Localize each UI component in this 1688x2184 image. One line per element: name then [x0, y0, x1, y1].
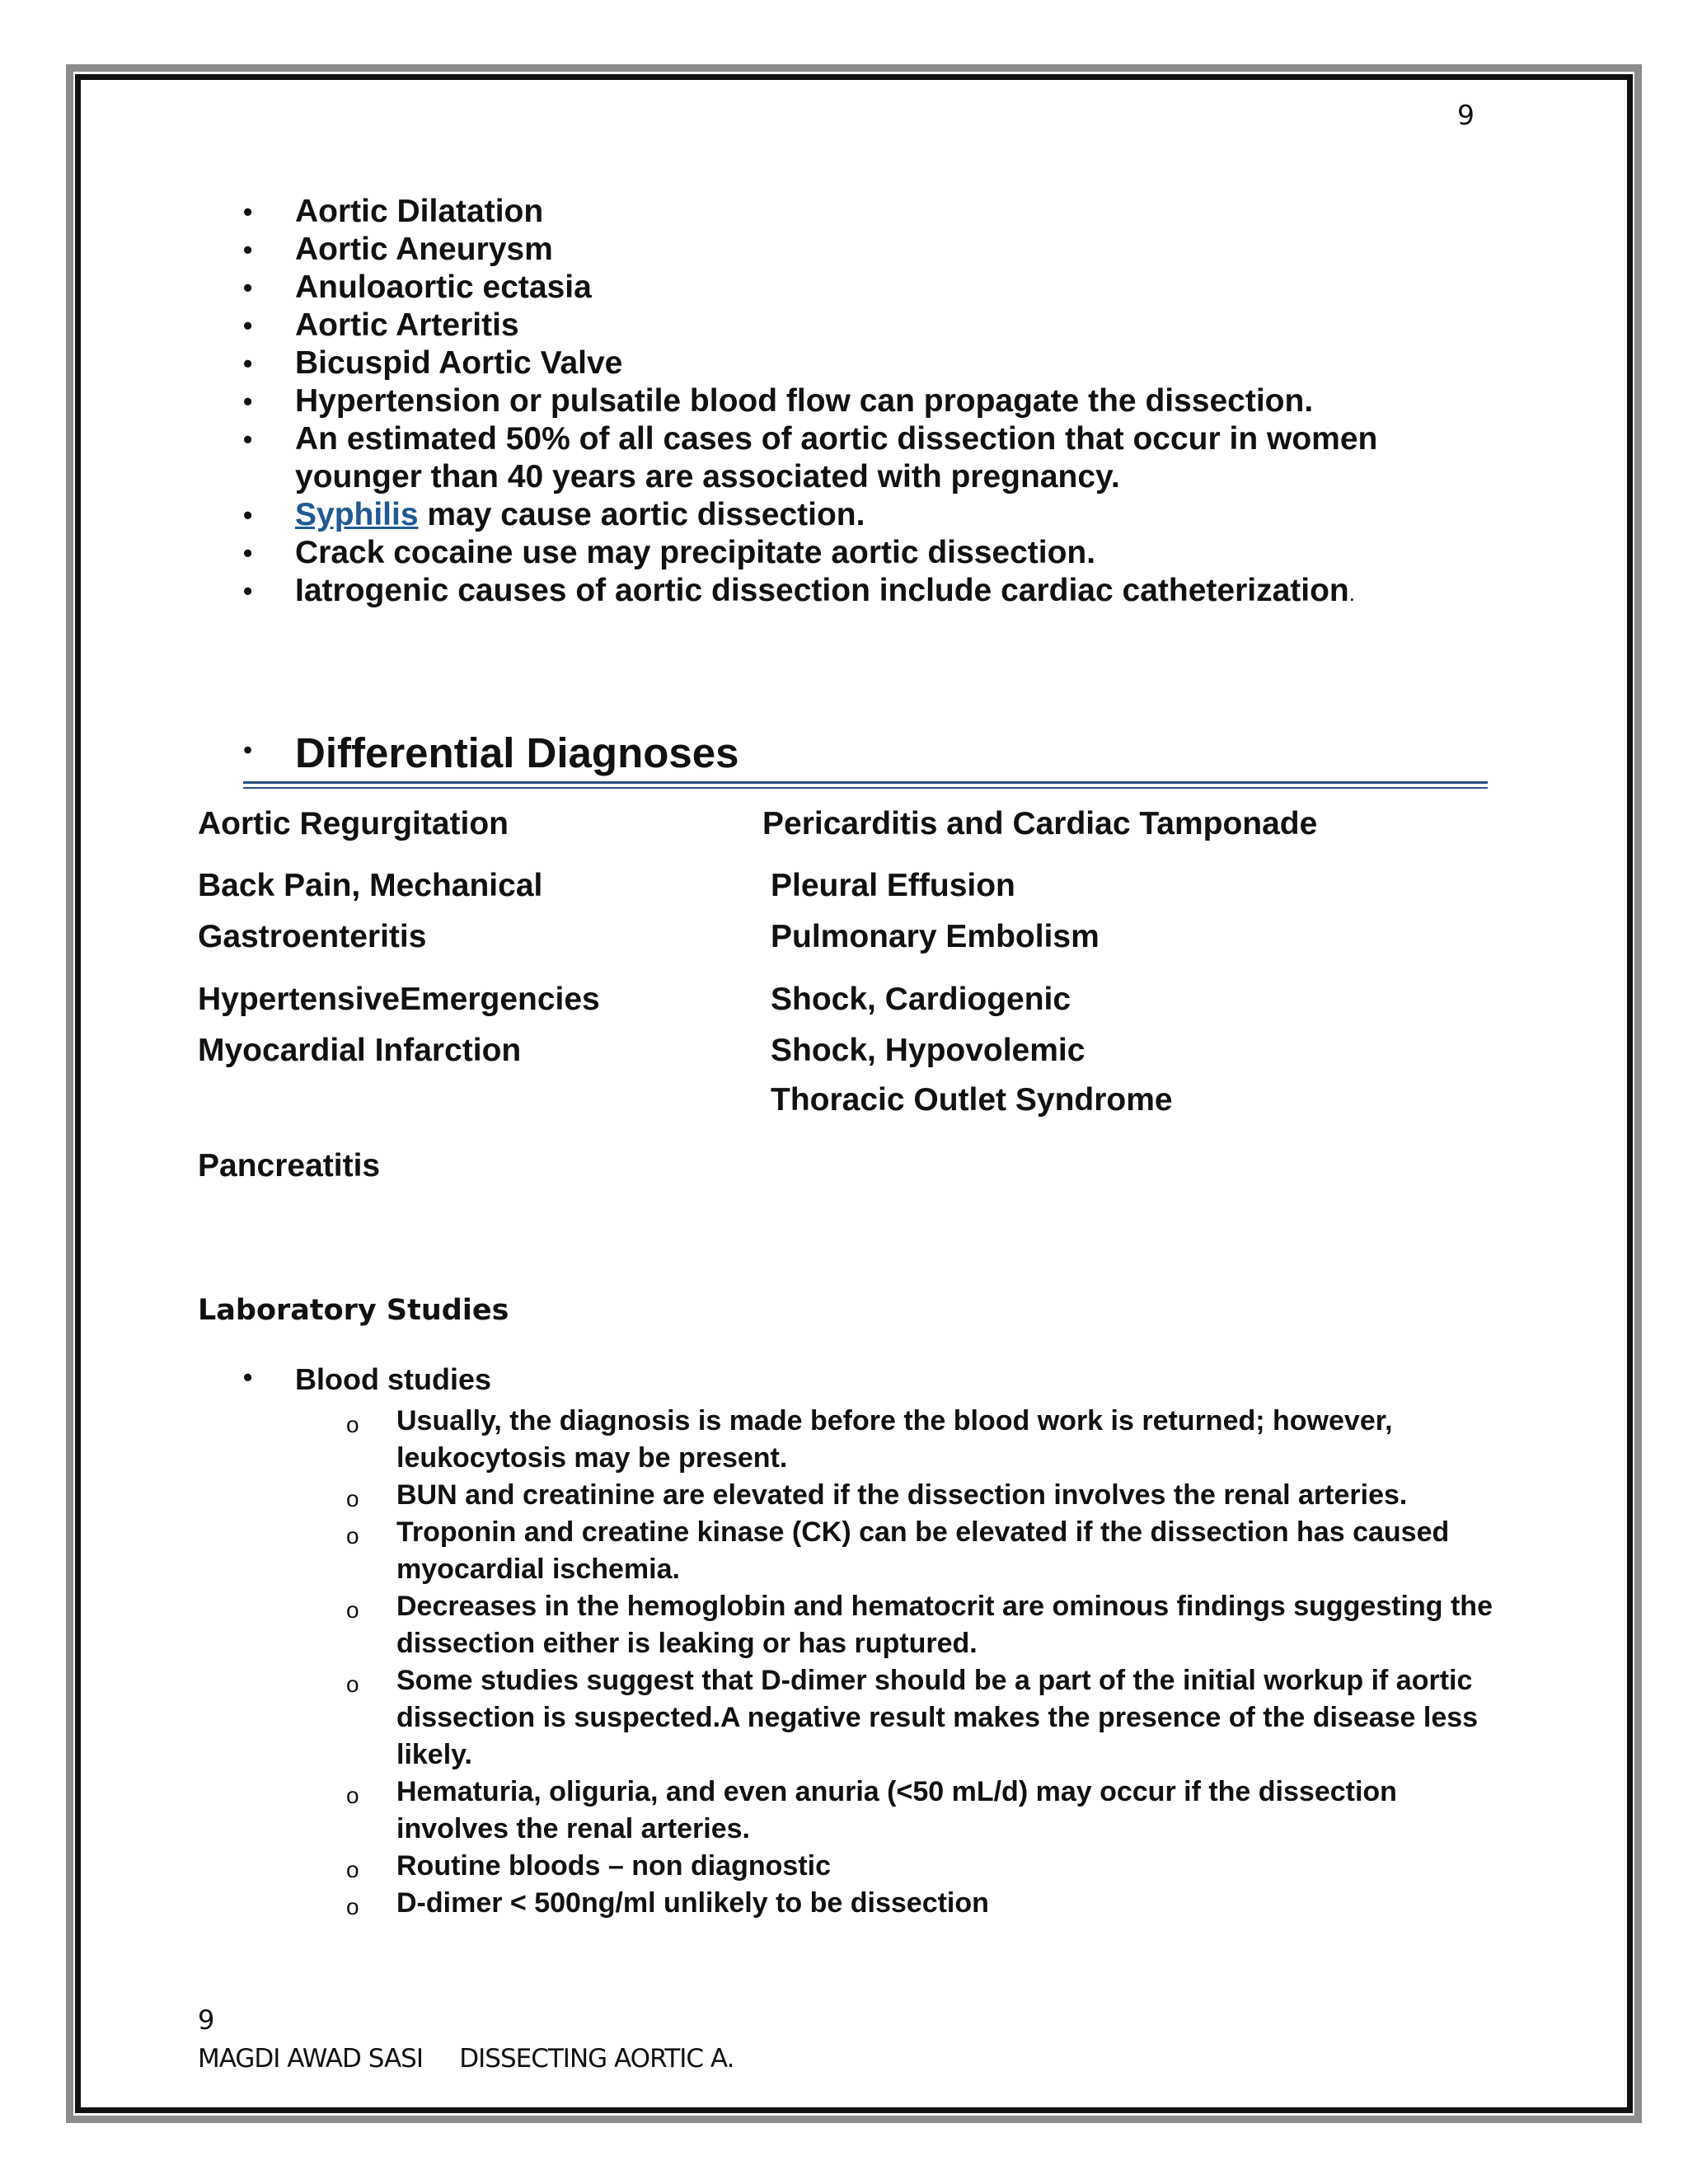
list-item: • Aortic Arteritis [243, 307, 1498, 344]
sub-list-item: o Troponin and creatine kinase (CK) can be elevated if the dissection has caused myocardial ischemia. [345, 1514, 1493, 1588]
diagnosis-item: Shock, Hypovolemic [771, 1033, 1085, 1068]
list-item: • Anuloaortic ectasia [243, 269, 1498, 307]
bullet-icon: • [243, 735, 253, 765]
section-title: Differential Diagnoses [295, 729, 739, 776]
list-item: • Hypertension or pulsatile blood flow can propagate the dissection. [243, 382, 1498, 420]
diagnosis-item: Gastroenteritis [198, 919, 427, 954]
sub-list-item: o Usually, the diagnosis is made before the blood work is returned; however, leukocytosis may be present. [345, 1403, 1493, 1477]
diagnosis-item: HypertensiveEmergencies [198, 982, 600, 1017]
footer-page-number: 9 [198, 2004, 215, 2036]
diagnosis-item: Thoracic Outlet Syndrome [771, 1082, 1173, 1118]
list-item: • An estimated 50% of all cases of aortic dissection that occur in women younger than 40 years are associated with pregnancy. [243, 420, 1498, 496]
page-number-top: 9 [1457, 99, 1475, 131]
heading-rule [243, 781, 1488, 784]
cause-list [243, 193, 1498, 612]
footer-text [198, 2044, 734, 2074]
diagnosis-item: Aortic Regurgitation [198, 806, 509, 841]
footer-author: MAGDI AWAD SASI [198, 2044, 423, 2074]
sub-list-item: o Decreases in the hemoglobin and hematocrit are ominous findings suggesting the dissection either is leaking or has ruptured. [345, 1588, 1493, 1662]
list-item: • Aortic Aneurysm [243, 231, 1498, 269]
sub-list-item: o Routine bloods – non diagnostic [345, 1848, 1493, 1885]
list-item: • Crack cocaine use may precipitate aortic dissection. [243, 534, 1498, 572]
sub-list-item: o Hematuria, oliguria, and even anuria (<50 mL/d) may occur if the dissection involves the renal arteries. [345, 1774, 1493, 1848]
heading-rule-thin [243, 787, 1488, 789]
diagnosis-item: Shock, Cardiogenic [771, 982, 1071, 1017]
list-item-iatrogenic [243, 572, 1498, 612]
diagnosis-item: Back Pain, Mechanical [198, 868, 543, 903]
syphilis-text: may cause aortic dissection. [418, 497, 865, 532]
diagnosis-item: Pericarditis and Cardiac Tamponade [762, 806, 1318, 841]
diagnosis-item: Pleural Effusion [771, 868, 1015, 903]
diagnosis-item: Pancreatitis [198, 1148, 381, 1183]
blood-studies-label: Blood studies [295, 1362, 492, 1396]
diagnosis-item: Myocardial Infarction [198, 1033, 522, 1068]
sub-list-item: o D-dimer < 500ng/ml unlikely to be dissection [345, 1885, 1493, 1922]
sub-list-item: o BUN and creatinine are elevated if the dissection involves the renal arteries. [345, 1477, 1493, 1514]
trailing-period: . [1348, 581, 1355, 606]
bullet-icon: • [243, 1362, 253, 1392]
list-item: • Aortic Dilatation [243, 193, 1498, 231]
diagnosis-item: Pulmonary Embolism [771, 919, 1100, 954]
list-item-syphilis [243, 496, 1498, 534]
footer-title: DISSECTING AORTIC A. [459, 2044, 734, 2074]
list-item: • Bicuspid Aortic Valve [243, 344, 1498, 382]
syphilis-link[interactable]: Syphilis [295, 497, 419, 532]
list-item-text: Iatrogenic causes of aortic dissection include cardiac catheterization [295, 573, 1349, 608]
sub-list-item: o Some studies suggest that D-dimer should be a part of the initial workup if aortic dissection is suspected.A negative result makes the presence of the disease less likely. [345, 1662, 1493, 1774]
lab-studies-title: Laboratory Studies [198, 1294, 509, 1327]
blood-studies-list [345, 1403, 1493, 1922]
